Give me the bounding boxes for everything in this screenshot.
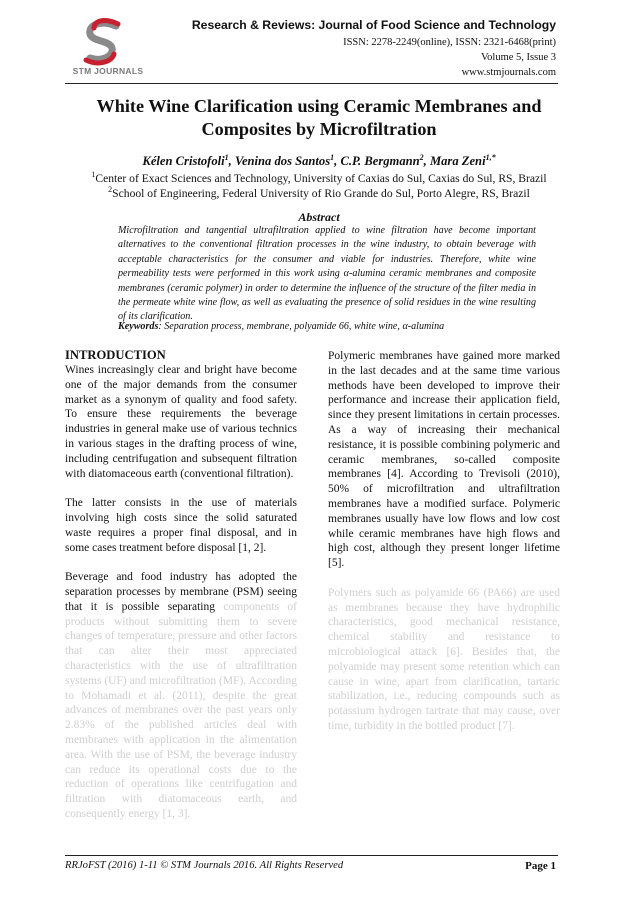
author-affil-sup: 2 [419,153,424,162]
page-number: Page 1 [525,860,556,872]
author-name: Venina dos Santos [234,154,331,169]
author-name: C.P. Bergmann [340,154,420,169]
stm-logo-swirl-icon [72,18,144,66]
affiliation-1 [60,170,578,185]
keywords-label: Keywords [118,321,159,332]
right-column [328,349,560,734]
author-list [60,153,578,169]
journal-title: Research & Reviews: Journal of Food Science and Technology [191,18,556,32]
author-affil-sup: 1, [485,153,492,162]
journal-website: www.stmjournals.com [461,67,556,78]
affiliation-2 [60,185,578,200]
article-title-line1: White Wine Clarification using Ceramic Membranes and [96,96,542,116]
header-rule [65,83,558,84]
author-separator: , [334,154,341,169]
body-paragraph-faded: components of products without submitting them to severe changes of temperature, pressure and other factors that can alter their most appreciated characteristics with the use of ultrafiltration systems (UF) and microfiltration (MF). According to Mohamadi et al. (2011), despite the great advances of membranes over the past years only 2.83% of the published articles deal with membranes with application in the alimentation area. With the use of PSM, the beverage industry can reduce its operational costs due to the reduction of operations like centrifugation and filtration with diatomaceous earth, and consequently energy [1, 3]. [65,600,298,820]
affiliation-sup: 2 [108,185,113,194]
footer-rule [65,855,558,856]
left-column [65,348,297,822]
author-name: Mara Zeni [429,154,486,169]
affiliation-sup: 1 [91,170,96,179]
author-name: Kélen Cristofoli [142,154,225,169]
author-affil-sup: 1 [224,153,229,162]
body-paragraph: Wines increasingly clear and bright have become one of the major demands from the consumer market as a synonym of quality and food safety. To ensure these requirements the beverage industries in general make use of various technics in various stages in the drafting process of wine, including centrifugation and subsequent filtration with diatomaceous earth (conventional filtration). [65,364,297,480]
body-paragraph: Polymeric membranes have gained more marked in the last decades and at the same time various methods have been developed to improve their performance and increase their application field, since they present limitations in certain processes. As a way of increasing their mechanical resistance, it is possible combining polymeric and ceramic membranes, so-called composite membranes [4]. According to Trevisoli (2010), 50% of microfiltration and ultrafiltration membranes have a modified surface. Polymeric membranes usually have low flows and low cost while ceramic membranes have high flows and high cost, although they present longer lifetime [5]. [328,350,560,570]
logo-text: STM JOURNALS [72,66,144,76]
footer-citation: RRJoFST (2016) 1-11 © STM Journals 2016. All Rights Reserved [65,860,344,871]
body-paragraph-visible: Beverage and food industry has adopted the separation processes by membrane (PSM) seeing that it is possible separating [65,571,297,613]
abstract-text: Microfiltration and tangential ultrafiltration applied to wine filtration have become important alternatives to the conventional filtration processes in the wine industry, to obtain beverage with acceptable characteristics for the consumer and viable for industries. Therefore, white wine permeability tests were performed in this work using α-alumina ceramic membranes and composite membranes (ceramic polymer) in order to determine the influence of the structure of the filter media in the permeate white wine flow, as well as evaluating the presence of solid residues in the wine resulting of its clarification. [118,225,536,323]
article-title-line2: Composites by Microfiltration [201,119,437,139]
volume-issue: Volume 5, Issue 3 [480,52,556,63]
author-separator: , [423,154,430,169]
issn: ISSN: 2278-2249(online), ISSN: 2321-6468(print) [343,37,556,48]
section-heading-introduction: INTRODUCTION [65,348,166,362]
body-paragraph [65,570,297,822]
abstract-heading: Abstract [298,210,340,224]
keywords-list: : Separation process, membrane, polyamide 66, white wine, α-alumina [158,321,445,332]
affiliation-text: School of Engineering, Federal University of Rio Grande do Sul, Porto Alegre, RS, Brazil [112,186,530,200]
keywords [118,321,538,332]
body-paragraph-faded: Polymers such as polyamide 66 (PA66) are used as membranes because they have hydrophilic characteristics, good mechanical resistance, chemical stability and resistance to microbiological attack [6]. Besides that, the polyamide may present some retention which can cause in wine, apart from clarification, tartaric stabilization, i.e., reducing compounds such as potassium hydrogen tartrate that may cause, over time, turbidity in the bottled product [7]. [328,586,560,732]
article-title [60,95,578,141]
affiliation-text: Center of Exact Sciences and Technology, University of Caxias do Sul, Caxias do Sul, RS, Brazil [95,171,547,185]
author-separator: , [228,154,235,169]
author-affil-sup: 1 [330,153,335,162]
corresponding-author-mark: * [491,153,496,162]
body-paragraph: The latter consists in the use of materials involving high costs since the solid saturated waste requires a proper final disposal, and in some cases treatment before disposal [1, 2]. [65,497,297,554]
stm-journals-logo [72,18,142,80]
